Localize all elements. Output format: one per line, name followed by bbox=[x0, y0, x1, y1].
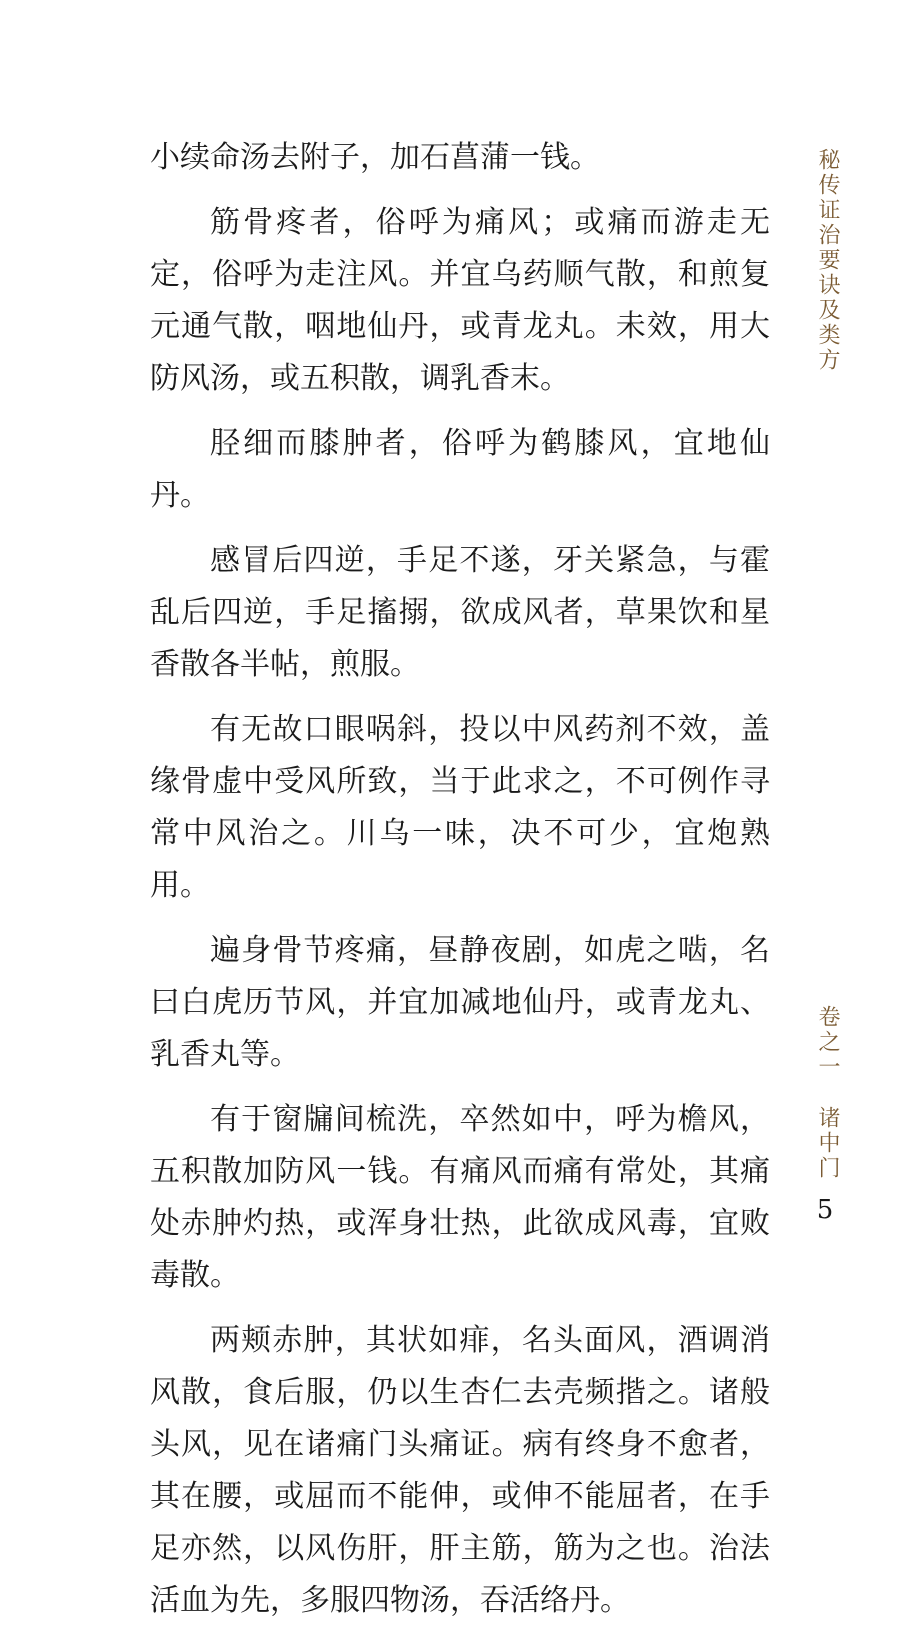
paragraph-5: 有无故口眼㖞斜，投以中风药剂不效，盖缘骨虚中受风所致，当于此求之，不可例作寻常中风治之。川乌一味，决不可少，宜炮熟用。 bbox=[150, 712, 770, 903]
paragraph-2: 筋骨疼者，俗呼为痛风；或痛而游走无定，俗呼为走注风。并宜乌药顺气散，和煎复元通气散，咽地仙丹，或青龙丸。未效，用大防风汤，或五积散，调乳香末。 bbox=[150, 205, 770, 396]
running-head-book-title: 秘传证治要诀及类方 bbox=[815, 148, 840, 373]
body-text bbox=[150, 132, 770, 1640]
chapter-mark bbox=[812, 1005, 843, 1181]
section-label: 诸中门 bbox=[815, 1106, 840, 1181]
paragraph-3: 胫细而膝肿者，俗呼为鹤膝风，宜地仙丹。 bbox=[150, 426, 770, 513]
paragraph-6: 遍身骨节疼痛，昼静夜剧，如虎之啮，名曰白虎历节风，并宜加减地仙丹，或青龙丸、乳香丸等。 bbox=[150, 933, 770, 1072]
paragraph-1: 小续命汤去附子，加石菖蒲一钱。 bbox=[150, 140, 600, 175]
volume-label: 卷之一 bbox=[815, 1005, 840, 1080]
paragraph-7: 有于窗牖间梳洗，卒然如中，呼为檐风，五积散加防风一钱。有痛风而痛有常处，其痛处赤肿灼热，或浑身壮热，此欲成风毒，宜败毒散。 bbox=[150, 1102, 770, 1293]
paragraph-8: 两颊赤肿，其状如痱，名头面风，酒调消风散，食后服，仍以生杏仁去壳频揩之。诸般头风，见在诸痛门头痛证。病有终身不愈者，其在腰，或屈而不能伸，或伸不能屈者，在手足亦然，以风伤肝，肝主筋，筋为之也。治法活血为先，多服四物汤，吞活络丹。 bbox=[150, 1323, 770, 1618]
paragraph-4: 感冒后四逆，手足不遂，牙关紧急，与霍乱后四逆，手足搐搦，欲成风者，草果饮和星香散各半帖，煎服。 bbox=[150, 543, 770, 682]
page-number: 5 bbox=[816, 1195, 834, 1225]
